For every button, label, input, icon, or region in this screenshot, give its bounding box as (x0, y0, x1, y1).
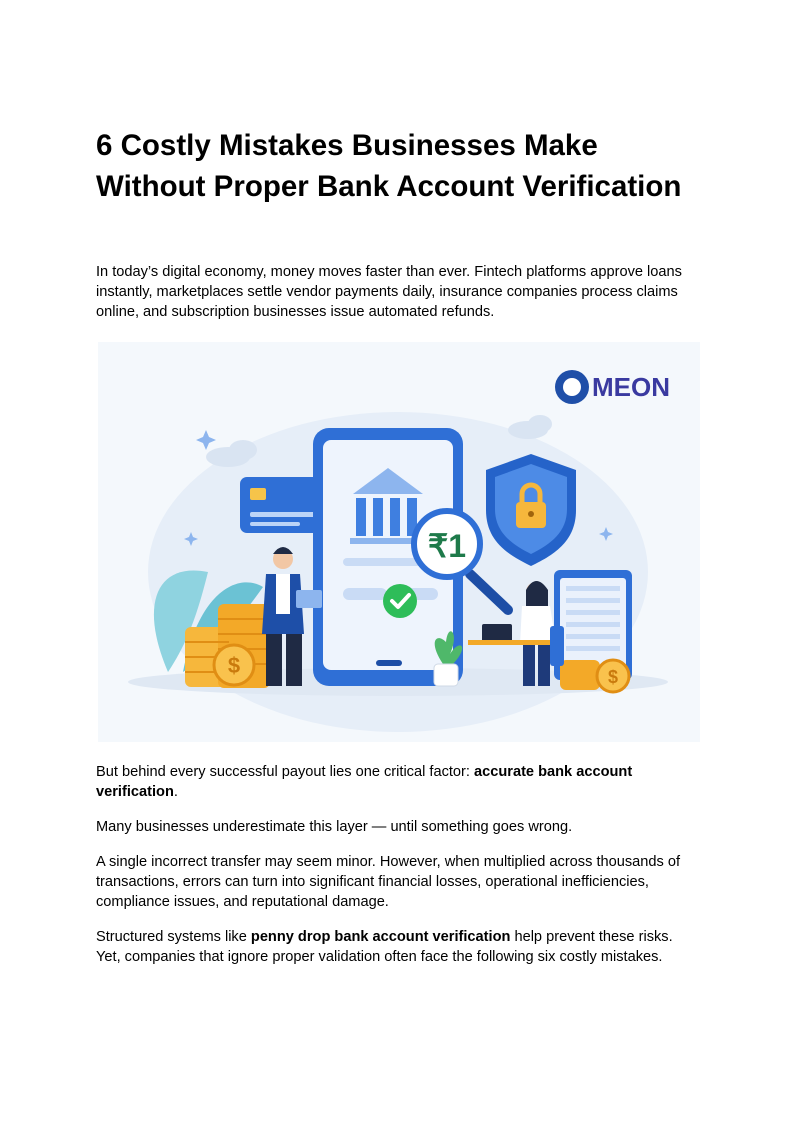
p4-text: Structured systems like (96, 929, 251, 945)
p1-end: . (173, 783, 178, 800)
rupee-amount: ₹1 (427, 528, 467, 564)
laptop-icon (296, 590, 322, 608)
paragraph-critical-factor (96, 763, 696, 803)
p1-bold: accurate bank account verification (96, 764, 633, 800)
p1-text: But behind every successful payout lies one critical factor: (96, 764, 475, 780)
p4-bold: penny drop bank account verification (250, 929, 511, 945)
chair-icon (550, 626, 564, 666)
illustration-svg (98, 342, 700, 742)
paragraph-incorrect-transfer: A single incorrect transfer may seem minor. However, when multiplied across thousands of transactions, errors can turn into significant financial losses, operational inefficiencies, compliance issues, and reputational damage. (96, 854, 681, 910)
p4-end: help prevent these risks. Yet, companies that ignore proper validation often face the following six costly mistakes. (96, 929, 673, 965)
coin-stack-right (560, 660, 629, 692)
verified-check-icon (383, 584, 417, 618)
laptop-icon (482, 624, 512, 642)
svg-text:$: $ (227, 653, 241, 678)
logo-text: MEON (592, 372, 670, 402)
meon-logo (555, 370, 670, 404)
intro-paragraph: In today’s digital economy, money moves faster than ever. Fintech platforms approve loans instantly, marketplaces settle vendor payments daily, insurance companies process claims online, and subscription businesses issue automated refunds. (96, 264, 682, 320)
paragraph-underestimate: Many businesses underestimate this layer — until something goes wrong. (96, 819, 573, 835)
page-title: 6 Costly Mistakes Businesses Make Without Proper Bank Account Verification (96, 129, 682, 203)
hero-illustration (98, 342, 700, 742)
paragraph-structured-systems (96, 928, 696, 968)
svg-text:$: $ (607, 667, 619, 687)
